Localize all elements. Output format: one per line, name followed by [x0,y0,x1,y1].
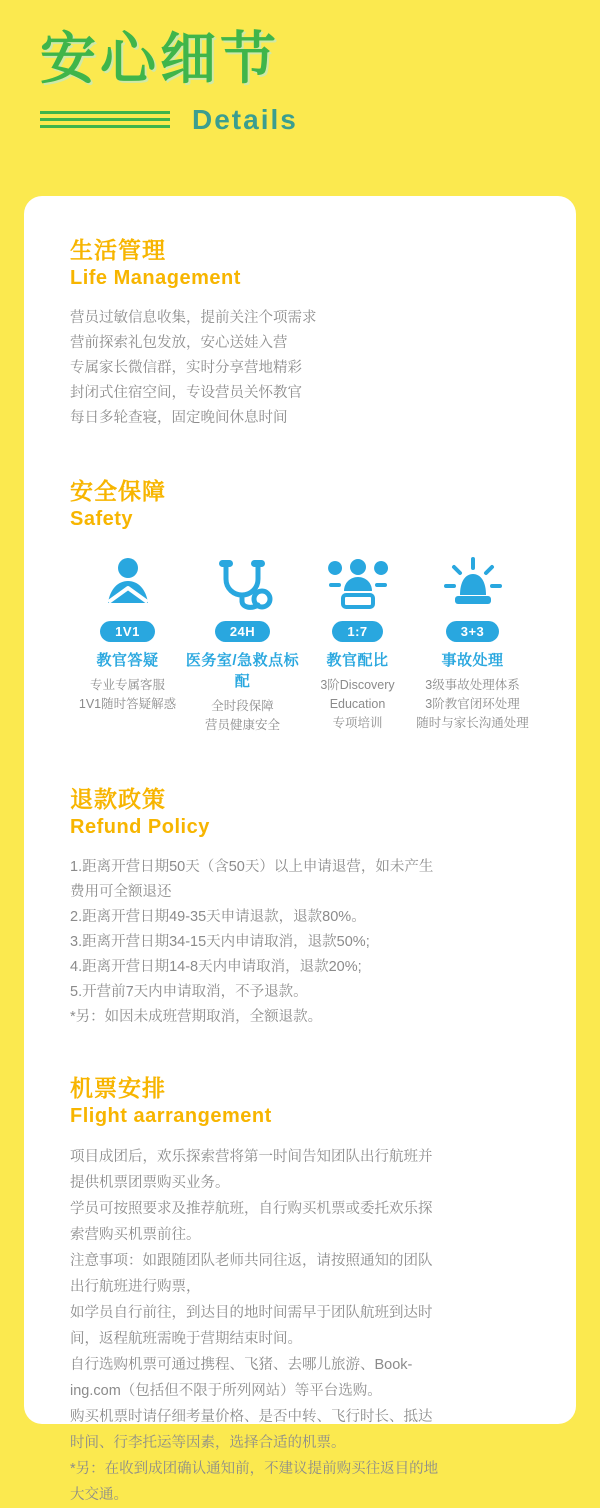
body-line: 费用可全额退还 [70,884,172,900]
body-line: 注意事项：如跟随团队老师共同往返，请按照通知的团队 [70,1253,433,1269]
desc-line: 随时与家长沟通处理 [416,716,529,730]
section-life-management [24,196,576,431]
desc-line: 专业专属客服 [89,678,165,692]
body-line: 封闭式住宿空间，专设营员关怀教官 [70,385,302,401]
body-line: 时间、行李托运等因素，选择合适的机票。 [70,1435,346,1451]
desc-line: Education [329,697,386,711]
group-people-icon [300,553,415,613]
body-line: 购买机票时请仔细考量价格、是否中转、飞行时长、抵达 [70,1409,433,1425]
safety-item [185,553,300,735]
body-line: 营员过敏信息收集，提前关注个项需求 [70,310,317,326]
body-line: 2.距离开营日期49-35天申请退款，退款80%。 [70,909,366,925]
alarm-light-icon [415,553,530,613]
desc-line: 专项培训 [332,716,383,730]
desc-line: 全时段保障 [211,699,274,713]
refund-policy-body [70,855,530,1030]
status-badge: 3+3 [446,621,500,642]
body-line: 3.距离开营日期34-15天内申请取消，退款50%; [70,934,370,950]
body-line: 5.开营前7天内申请取消，不予退款。 [70,984,308,1000]
section-heading-cn: 生活管理 [70,237,166,263]
section-heading-cn: 机票安排 [70,1075,166,1101]
page-title: 安心细节 [40,27,280,90]
status-badge: 24H [215,621,270,642]
body-line: 每日多轮查寝，固定晚间休息时间 [70,410,288,426]
body-line: 专属家长微信群，实时分享营地精彩 [70,360,302,376]
body-line: *另：在收到成团确认通知前，不建议提前购买往返目的地 [70,1461,439,1477]
decorative-rules [40,107,170,132]
section-heading-en: Flight aarrangement [70,1105,272,1127]
safety-item-title: 医务室/急救点标配 [185,652,300,690]
safety-item-desc [70,676,185,714]
body-line: 大交通。 [70,1487,128,1503]
section-heading-en: Safety [70,508,134,530]
body-line: 间，返程航班需晚于营期结束时间。 [70,1331,302,1347]
body-line: 4.距离开营日期14-8天内申请取消，退款20%; [70,959,362,975]
body-line: 1.距离开营日期50天（含50天）以上申请退营，如未产生 [70,859,434,875]
stethoscope-icon [185,553,300,613]
flight-arrangement-body [70,1144,530,1508]
body-line: 项目成团后，欢乐探索营将第一时间告知团队出行航班并 [70,1149,433,1165]
safety-item-title: 教官答疑 [96,652,159,669]
safety-item-title: 教官配比 [326,652,389,669]
safety-item-title: 事故处理 [441,652,504,669]
body-line: 索营购买机票前往。 [70,1227,201,1243]
body-line: 出行航班进行购票， [70,1279,201,1295]
body-line: ing.com（包括但不限于所列网站）等平台选购。 [70,1383,382,1399]
section-heading-cn: 退款政策 [70,786,166,812]
safety-icon-row [70,553,530,735]
section-heading-en: Life Management [70,267,241,289]
section-safety [24,431,576,735]
section-heading-en: Refund Policy [70,816,210,838]
safety-item [300,553,415,735]
page-subtitle: Details [192,103,298,135]
desc-line: 营员健康安全 [204,718,280,732]
safety-item-desc [415,676,530,733]
section-refund-policy [24,735,576,1030]
body-line: 营前探索礼包发放，安心送娃入营 [70,335,288,351]
body-line: *另：如因未成班营期取消，全额退款。 [70,1009,323,1025]
body-line: 提供机票团票购买业务。 [70,1175,230,1191]
status-badge: 1:7 [332,621,382,642]
desc-line: 3阶Discovery [320,678,395,692]
section-flight-arrangement [24,1030,576,1508]
safety-item-desc [185,697,300,735]
page-subtitle-row [40,104,600,136]
person-raising-arms-icon [70,553,185,613]
content-card [24,196,576,1503]
desc-line: 1V1随时答疑解惑 [78,697,177,711]
desc-line: 3阶教官闭环处理 [425,697,520,711]
section-heading-cn: 安全保障 [70,478,166,504]
body-line: 自行选购机票可通过携程、飞猪、去哪儿旅游、Book- [70,1357,413,1373]
safety-item-desc [300,676,415,733]
body-line: 学员可按照要求及推荐航班，自行购买机票或委托欢乐探 [70,1201,433,1217]
page-header [0,0,600,136]
life-management-body [70,306,530,431]
body-line: 如学员自行前往，到达目的地时间需早于团队航班到达时 [70,1305,433,1321]
safety-item [415,553,530,735]
safety-item [70,553,185,735]
status-badge: 1V1 [100,621,155,642]
desc-line: 3级事故处理体系 [425,678,520,692]
